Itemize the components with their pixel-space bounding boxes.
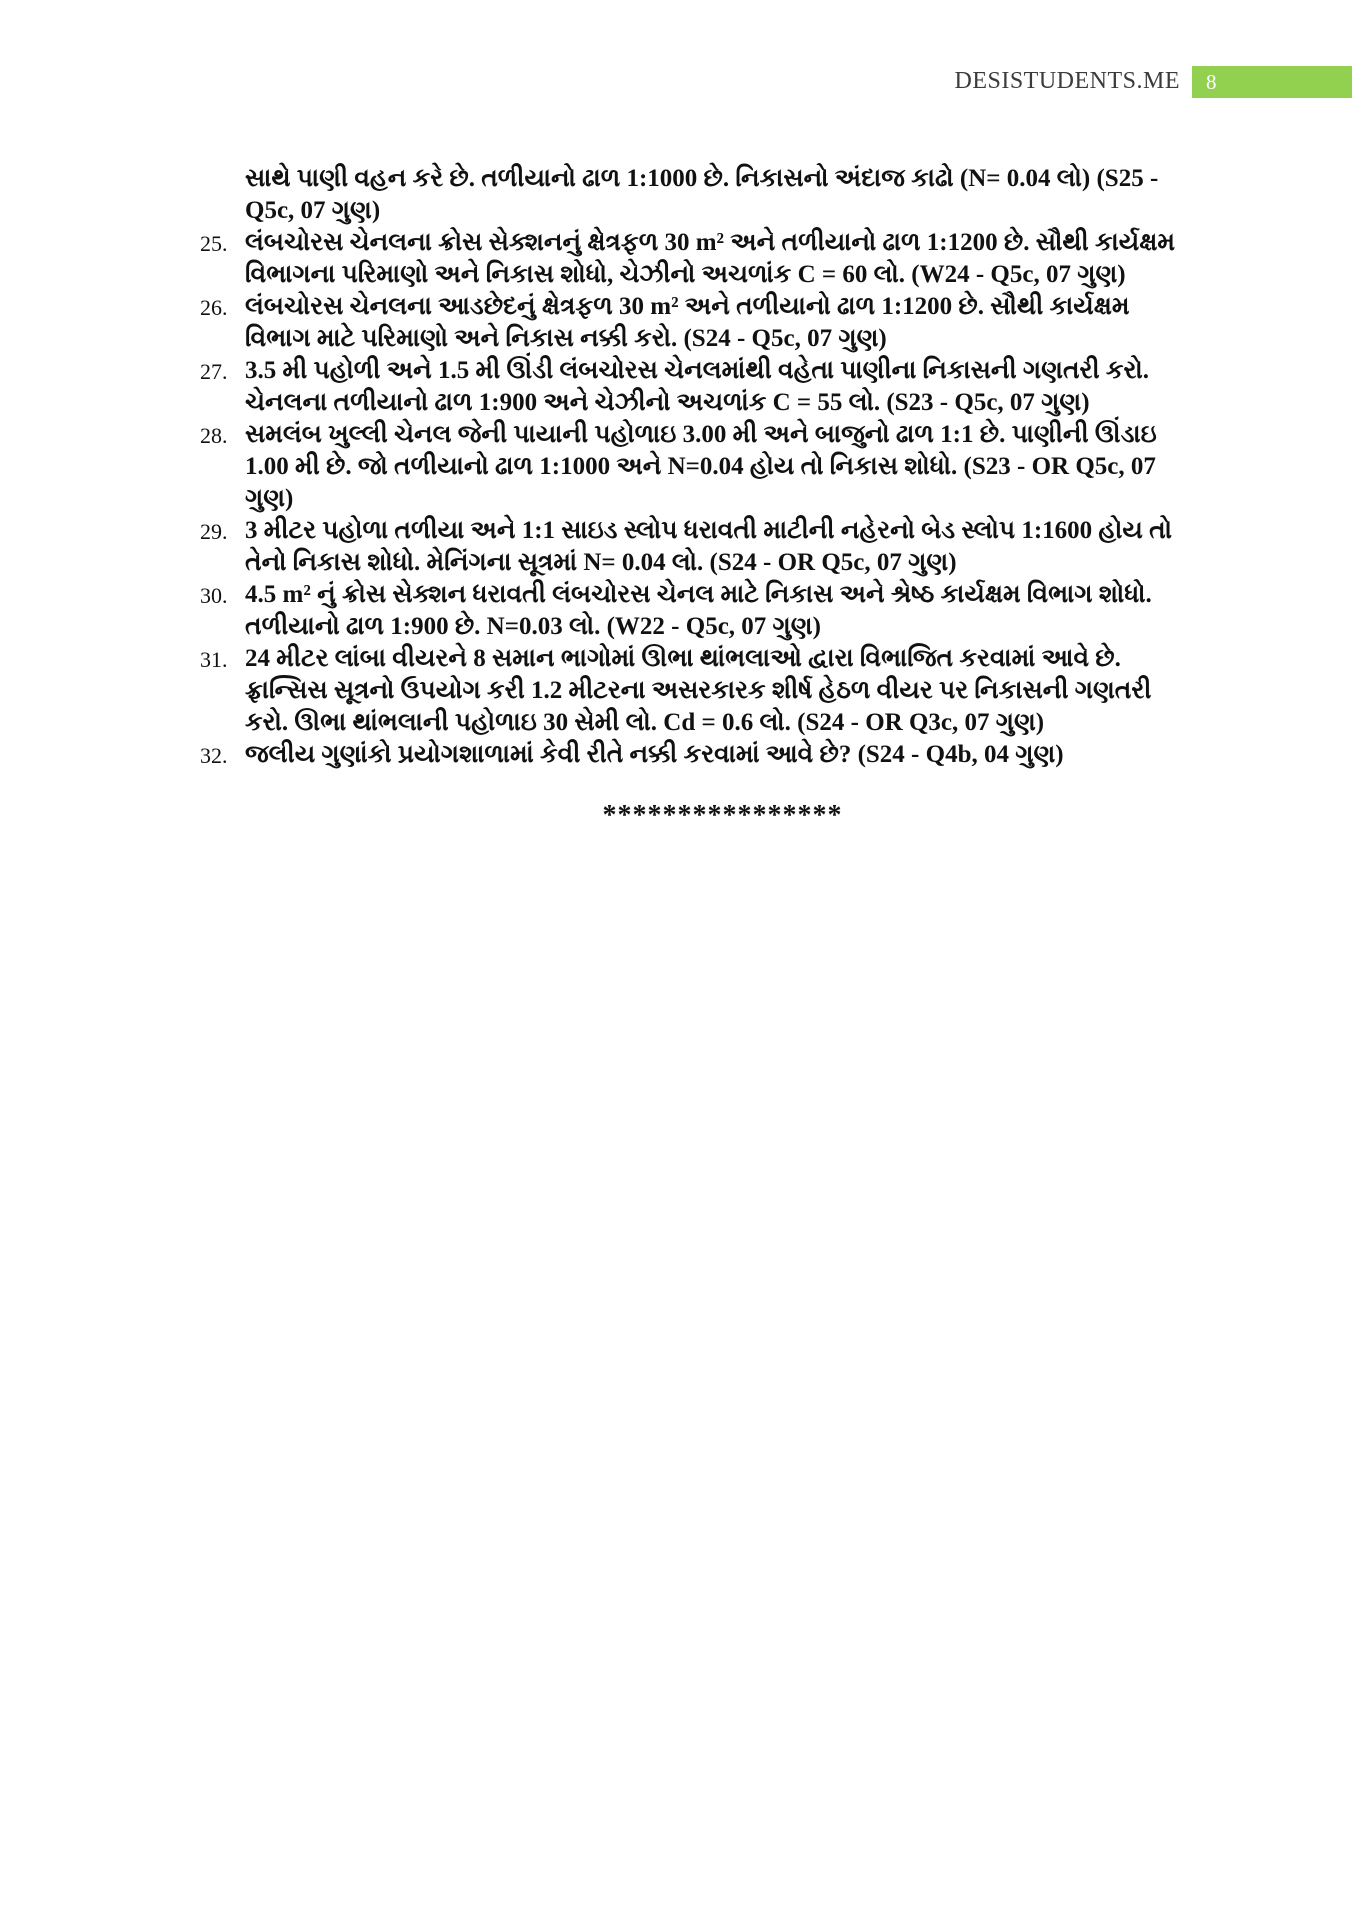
question-number: 30. — [200, 583, 228, 608]
question-item — [200, 739, 1200, 772]
question-item — [200, 291, 1200, 355]
question-item — [200, 355, 1200, 419]
section-separator: **************** — [602, 800, 843, 831]
question-text: 3.5 મી પહોળી અને 1.5 મી ઊંડી લંબચોરસ ચેનલમાંથી વહેતા પાણીના નિકાસની ગણતરી કરો. ચેનલના તળીયાનો ઢાળ 1:900 અને ચેઝીનો અચળાંક C = 55 લો. (S23 - Q5c, 07 ગુણ) — [245, 357, 1149, 416]
continued-question-text: સાથે પાણી વહન કરે છે. તળીયાનો ઢાળ 1:1000 છે. નિકાસનો અંદાજ કાઢો (N= 0.04 લો) (S25 - Q5c, 07 ગુણ) — [245, 165, 1159, 224]
question-number: 25. — [200, 231, 228, 256]
question-text: લંબચોરસ ચેનલના આડછેદનું ક્ષેત્રફળ 30 m² અને તળીયાનો ઢાળ 1:1200 છે. સૌથી કાર્યક્ષમ વિભાગ માટે પરિમાણો અને નિકાસ નક્કી કરો. (S24 - Q5c, 07 ગુણ) — [245, 293, 1130, 352]
question-text: 24 મીટર લાંબા વીયરને 8 સમાન ભાગોમાં ઊભા થાંભલાઓ દ્વારા વિભાજિત કરવામાં આવે છે. ફ્રાન્સિસ સૂત્રનો ઉપયોગ કરી 1.2 મીટરના અસરકારક શીર્ષ હેઠળ વીયર પર નિકાસની ગણતરી કરો. ઊભા થાંભલાની પહોળાઇ 30 સેમી લો. Cd = 0.6 લો. (S24 - OR Q3c, 07 ગુણ) — [245, 645, 1152, 736]
question-text: 4.5 m² નું ક્રોસ સેક્શન ધરાવતી લંબચોરસ ચેનલ માટે નિકાસ અને શ્રેષ્ઠ કાર્યક્ષમ વિભાગ શોધો. તળીયાનો ઢાળ 1:900 છે. N=0.03 લો. (W22 - Q5c, 07 ગુણ) — [245, 581, 1152, 640]
question-item — [200, 643, 1200, 739]
question-list — [200, 163, 1200, 832]
question-number: 27. — [200, 359, 228, 384]
question-number: 31. — [200, 647, 228, 672]
question-item — [200, 419, 1200, 515]
question-item — [200, 579, 1200, 643]
header-brand: DESISTUDENTS.ME — [954, 68, 1180, 94]
question-number: 26. — [200, 295, 228, 320]
question-text: સમલંબ ખુલ્લી ચેનલ જેની પાયાની પહોળાઇ 3.00 મી અને બાજુનો ઢાળ 1:1 છે. પાણીની ઊંડાઇ 1.00 મી છે. જો તળીયાનો ઢાળ 1:1000 અને N=0.04 હોય તો નિકાસ શોધો. (S23 - OR Q5c, 07 ગુણ) — [245, 421, 1157, 512]
question-text: લંબચોરસ ચેનલના ક્રોસ સેક્શનનું ક્ષેત્રફળ 30 m² અને તળીયાનો ઢાળ 1:1200 છે. સૌથી કાર્યક્ષમ વિભાગના પરિમાણો અને નિકાસ શોધો, ચેઝીનો અચળાંક C = 60 લો. (W24 - Q5c, 07 ગુણ) — [245, 229, 1175, 288]
page-number-badge: 8 — [1192, 66, 1352, 98]
question-item — [200, 515, 1200, 579]
question-number: 28. — [200, 423, 228, 448]
question-text: 3 મીટર પહોળા તળીયા અને 1:1 સાઇડ સ્લોપ ધરાવતી માટીની નહેરનો બેડ સ્લોપ 1:1600 હોય તો તેનો નિકાસ શોધો. મેનિંગના સૂત્રમાં N= 0.04 લો. (S24 - OR Q5c, 07 ગુણ) — [245, 517, 1172, 576]
question-number: 32. — [200, 743, 228, 768]
question-text: જલીય ગુણાંકો પ્રયોગશાળામાં કેવી રીતે નક્કી કરવામાં આવે છે? (S24 - Q4b, 04 ગુણ) — [245, 741, 1064, 768]
question-item — [200, 227, 1200, 291]
question-number: 29. — [200, 519, 228, 544]
